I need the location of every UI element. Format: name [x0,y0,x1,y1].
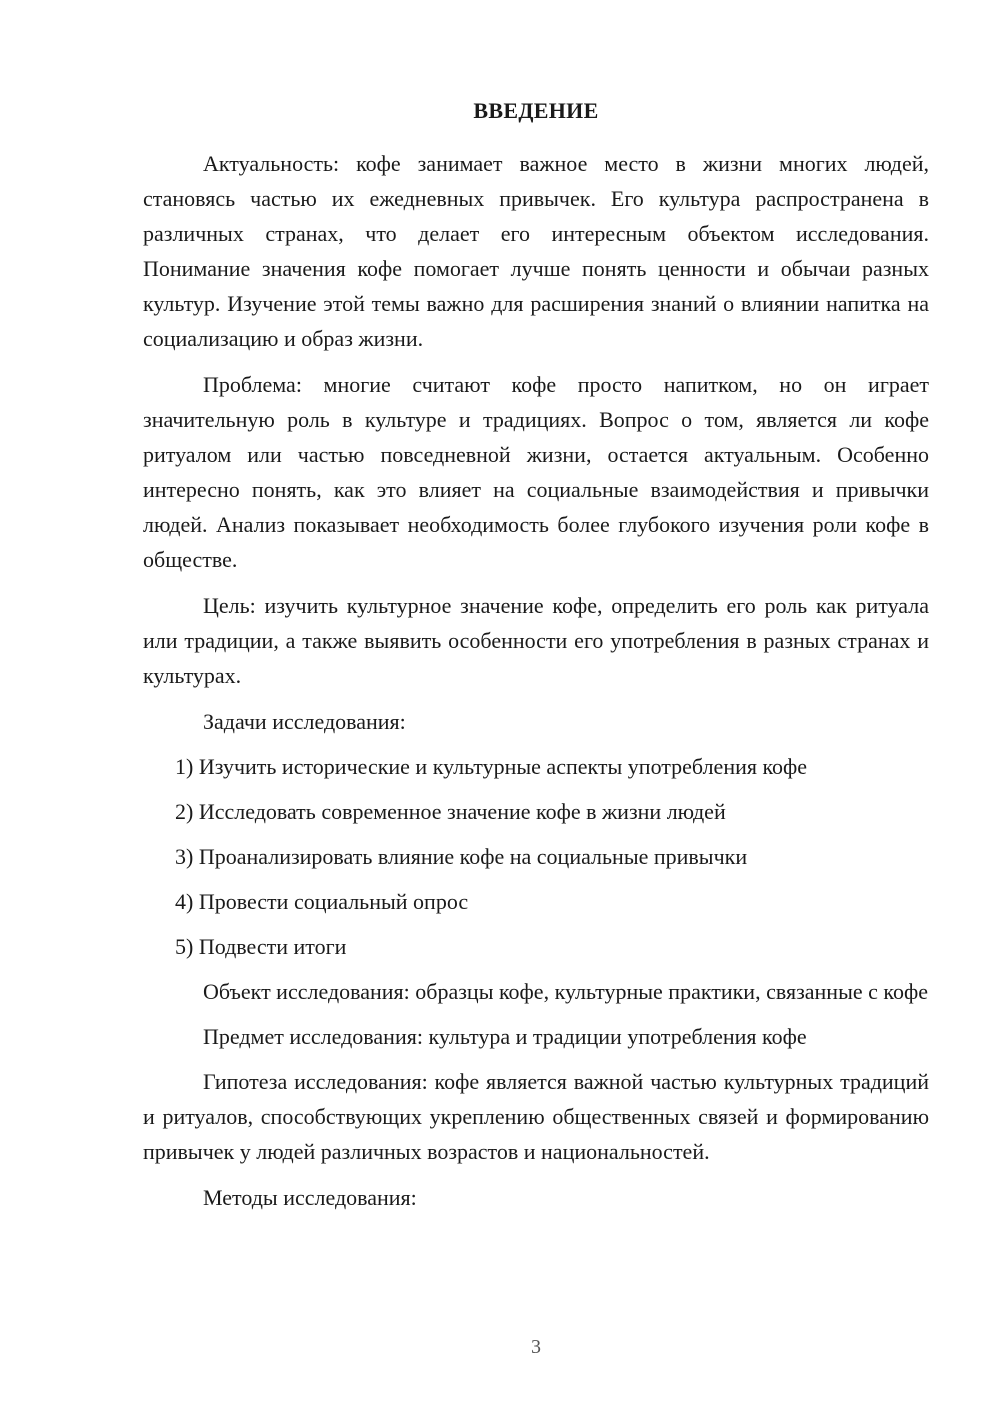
list-item: 4) Провести социальный опрос [175,889,469,914]
tasks-heading: Задачи исследования: [203,709,406,734]
relevance-paragraph: Актуальность: кофе занимает важное место в жизни многих людей, становясь частью их ежедневных привычек. Его культура распространена в различных странах, что делает его интересным объектом исследования. Понимание значения кофе помогает лучше понять ценности и обычаи разных культур. Изучение этой темы важно для расширения знаний о влиянии напитка на социализацию и образ жизни. [143,151,929,351]
list-item: 2) Исследовать современное значение кофе в жизни людей [175,799,726,824]
hypothesis-paragraph: Гипотеза исследования: кофе является важной частью культурных традиций и ритуалов, способствующих укреплению общественных связей и формированию привычек у людей различных возрастов и национальностей. [143,1069,929,1164]
page-number: 3 [531,1336,541,1358]
document-body [143,146,929,1215]
list-item: 3) Проанализировать влияние кофе на социальные привычки [175,844,748,869]
goal-paragraph: Цель: изучить культурное значение кофе, определить его роль как ритуала или традиции, а также выявить особенности его употребления в разных странах и культурах. [143,593,929,688]
subject-paragraph: Предмет исследования: культура и традиции употребления кофе [203,1024,807,1049]
list-item: 5) Подвести итоги [175,934,347,959]
problem-paragraph: Проблема: многие считают кофе просто напитком, но он играет значительную роль в культуре и традициях. Вопрос о том, является ли кофе ритуалом или частью повседневной жизни, остается актуальным. Особенно интересно понять, как это влияет на социальные взаимодействия и привычки людей. Анализ показывает необходимость более глубокого изучения роли кофе в обществе. [143,372,929,572]
methods-heading: Методы исследования: [203,1185,417,1210]
list-item: 1) Изучить исторические и культурные аспекты употребления кофе [175,754,808,779]
page-title: ВВЕДЕНИЕ [473,98,599,123]
object-paragraph: Объект исследования: образцы кофе, культурные практики, связанные с кофе [203,979,928,1004]
tasks-list [143,749,929,964]
